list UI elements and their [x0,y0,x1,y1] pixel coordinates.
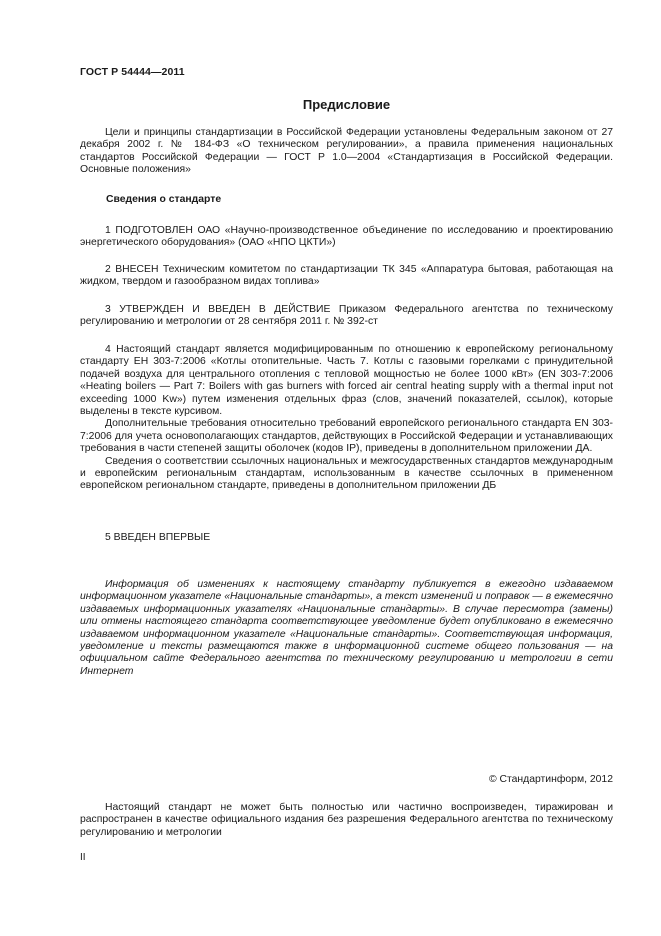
section-subheading: Сведения о стандарте [106,194,222,205]
item-3-section [80,304,613,329]
item-2-section [80,264,613,289]
item-1-paragraph: 1 ПОДГОТОВЛЕН ОАО «Научно-производственное объединение по исследованию и проектированию энергетического оборудования» (ОАО «НПО ЦКТИ») [80,225,613,249]
item-4-references: Сведения о соответствии ссылочных национальных и межгосударственных стандартов международным и европейским региональным стандартам, использованным в качестве ссылочных в примененном европейском региональном стандарте, приведены в дополнительном приложении ДБ [80,455,613,492]
document-code-header: ГОСТ Р 54444—2011 [80,66,185,78]
intro-section [80,127,613,177]
reproduction-notice-section [80,802,613,839]
info-notice-section [80,579,613,678]
page-number: II [80,852,86,863]
item-4-section [80,344,613,493]
reproduction-notice-paragraph: Настоящий стандарт не может быть полностью или частично воспроизведен, тиражирован и распространен в качестве официального издания без разрешения Федерального агентства по техническому регулированию и метрологии [80,802,613,838]
info-notice-paragraph: Информация об изменениях к настоящему стандарту публикуется в ежегодно издаваемом информационном указателе «Национальные стандарты», а текст изменений и поправок — в ежемесячно издаваемых информационных указателях «Национальные стандарты». В случае пересмотра (замены) или отмены настоящего стандарта соответствующее уведомление будет опубликовано в ежемесячно издаваемом информационном указателе «Национальные стандарты». Соответствующая информация, уведомление и тексты размещаются также в информационной системе общего пользования — на официальном сайте Федерального агентства по техническому регулированию и метрологии в сети Интернет [80,579,613,677]
copyright-line: © Стандартинформ, 2012 [488,774,613,785]
item-3-paragraph: 3 УТВЕРЖДЕН И ВВЕДЕН В ДЕЙСТВИЕ Приказом Федерального агентства по техническому регулированию и метрологии от 28 сентября 2011 г. № 392-ст [80,304,613,328]
item-2-paragraph: 2 ВНЕСЕН Техническим комитетом по стандартизации ТК 345 «Аппаратура бытовая, работающая на жидком, твердом и газообразном видах топлива» [80,264,613,288]
item-5-section [80,532,613,544]
item-4-paragraph: 4 Настоящий стандарт является модифицированным по отношению к европейскому региональному стандарту ЕН 303-7:2006 «Котлы отопительные. Часть 7. Котлы с газовыми горелками с принудительной подачей воздуха для центрального отопления с тепловой мощностью не более 1000 кВт» (EN 303-7:2006 «Heating boilers — Part 7: Boilers with gas burners with forced air central heating supply with a thermal input not exceeding 1000 Kw») путем изменения отдельных фраз (слов, значений показателей, ссылок), которые выделены в тексте курсивом. [80,344,613,418]
page-title: Предисловие [302,97,391,112]
item-5-paragraph: 5 ВВЕДЕН ВПЕРВЫЕ [105,532,211,543]
item-1-section [80,225,613,250]
intro-paragraph: Цели и принципы стандартизации в Российской Федерации установлены Федеральным законом от 27 декабря 2002 г. № 184-ФЗ «О техническом регулировании», а правила применения национальных стандартов Российской Федерации — ГОСТ Р 1.0—2004 «Стандартизация в Российской Федерации. Основные положения» [80,127,613,176]
item-4-additional-requirements: Дополнительные требования относительно требований европейского регионального стандарта EN 303-7:2006 для учета основополагающих стандартов, действующих в Российской Федерации и устанавливающих требования в части степеней защиты оболочек (кодов IP), приведены в дополнительном приложении ДА. [80,418,613,455]
